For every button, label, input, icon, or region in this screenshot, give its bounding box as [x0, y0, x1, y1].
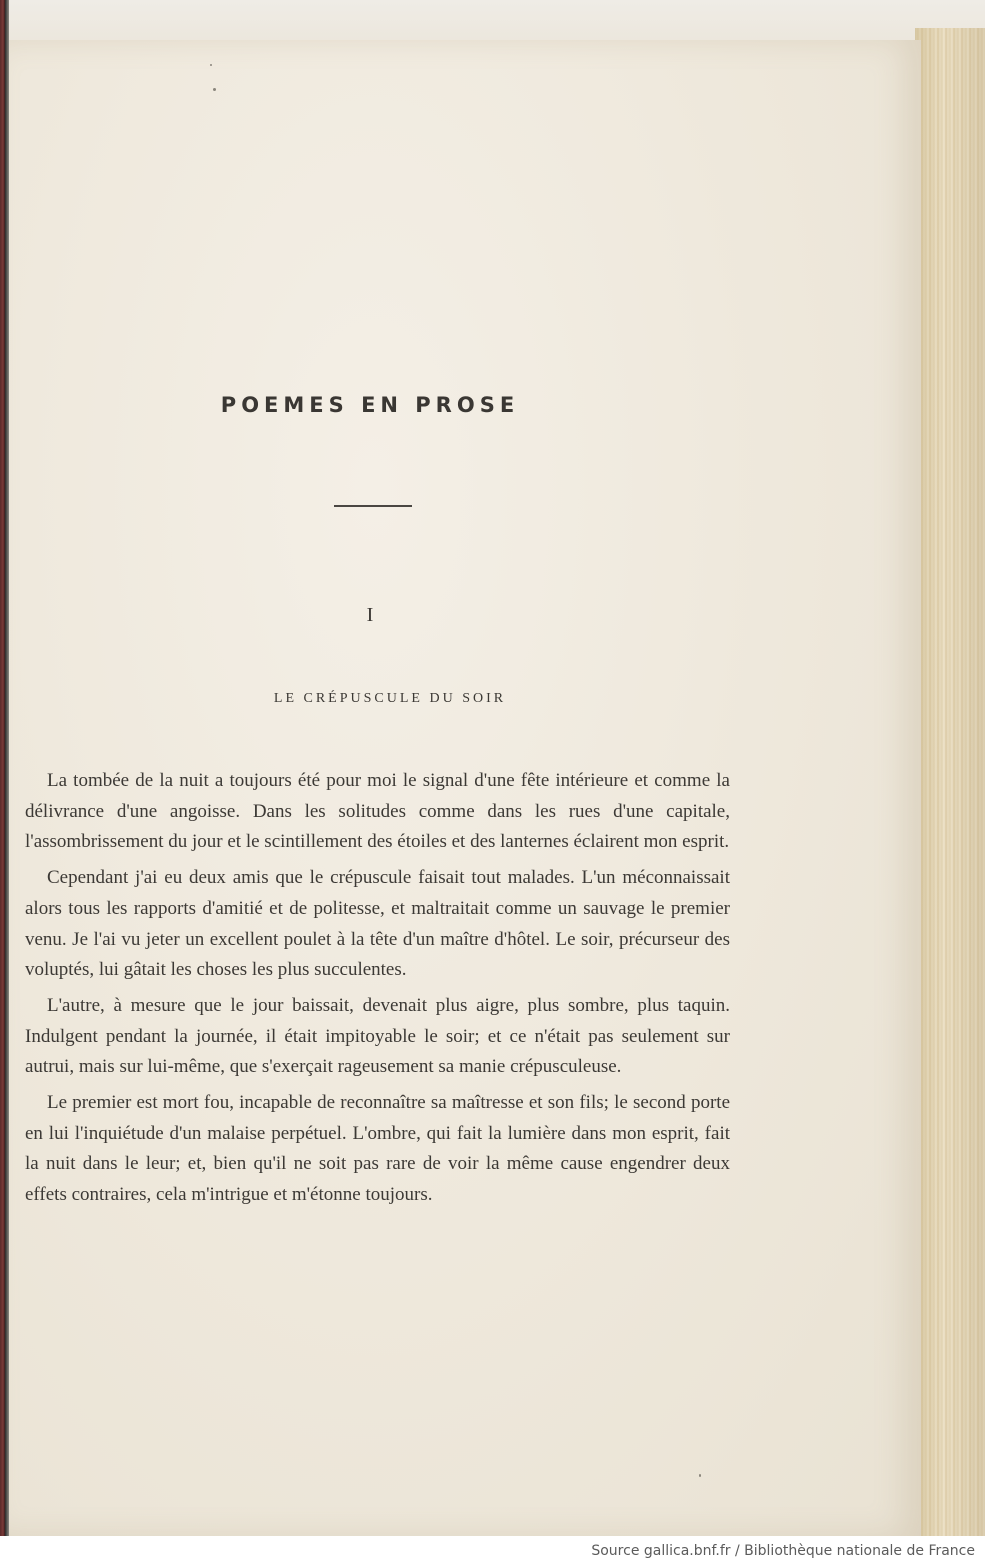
ink-speck [699, 1474, 701, 1477]
paragraph: La tombée de la nuit a toujours été pour moi le signal d'une fête intérieure et comme la délivrance d'une angoisse. Dans les solitudes comme dans les rues d'une capitale, l'assombrissement du jour et le scintillement des étoiles et des lanternes éclairent mon esprit. [25, 770, 730, 853]
body-text [25, 766, 730, 1216]
paragraph: Le premier est mort fou, incapable de reconnaître sa maîtresse et son fils; le second porte en lui l'inquiétude d'un malaise perpétuel. L'ombre, qui fait la lumière dans mon esprit, fait la nuit dans le leur; et, bien qu'il ne soit pas rare de voir la même cause engendrer deux effets contraires, cela m'intrigue et m'étonne toujours. [25, 1092, 730, 1206]
paragraph: Cependant j'ai eu deux amis que le crépuscule faisait tout malades. L'un méconnaissait alors tous les rapports d'amitié et de politesse, et maltraitait comme un sauvage le premier venu. Je l'ai vu jeter un excellent poulet à la tête d'un maître d'hôtel. Le soir, précurseur des voluptés, lui gâtait les choses les plus succulentes. [25, 867, 730, 981]
binding-shadow [5, 0, 9, 1536]
chapter-title: LE CRÉPUSCULE DU SOIR [273, 691, 507, 706]
chapter-number: I [366, 604, 374, 626]
page-heading: POEMES EN PROSE [220, 393, 520, 417]
scan-top-margin [0, 0, 985, 40]
page-stack-edges [915, 28, 985, 1536]
ink-speck [210, 64, 212, 66]
source-credit-link[interactable]: Source gallica.bnf.fr / Bibliothèque nationale de France [591, 1543, 975, 1559]
paragraph: L'autre, à mesure que le jour baissait, devenait plus aigre, plus sombre, plus taquin. Indulgent pendant la journée, il était impitoyable le soir; et ce n'était pas seulement sur autrui, mais sur lui-même, que s'exerçait rageusement sa manie crépusculeuse. [25, 994, 730, 1078]
heading-divider [334, 505, 412, 507]
ink-speck [213, 88, 216, 91]
